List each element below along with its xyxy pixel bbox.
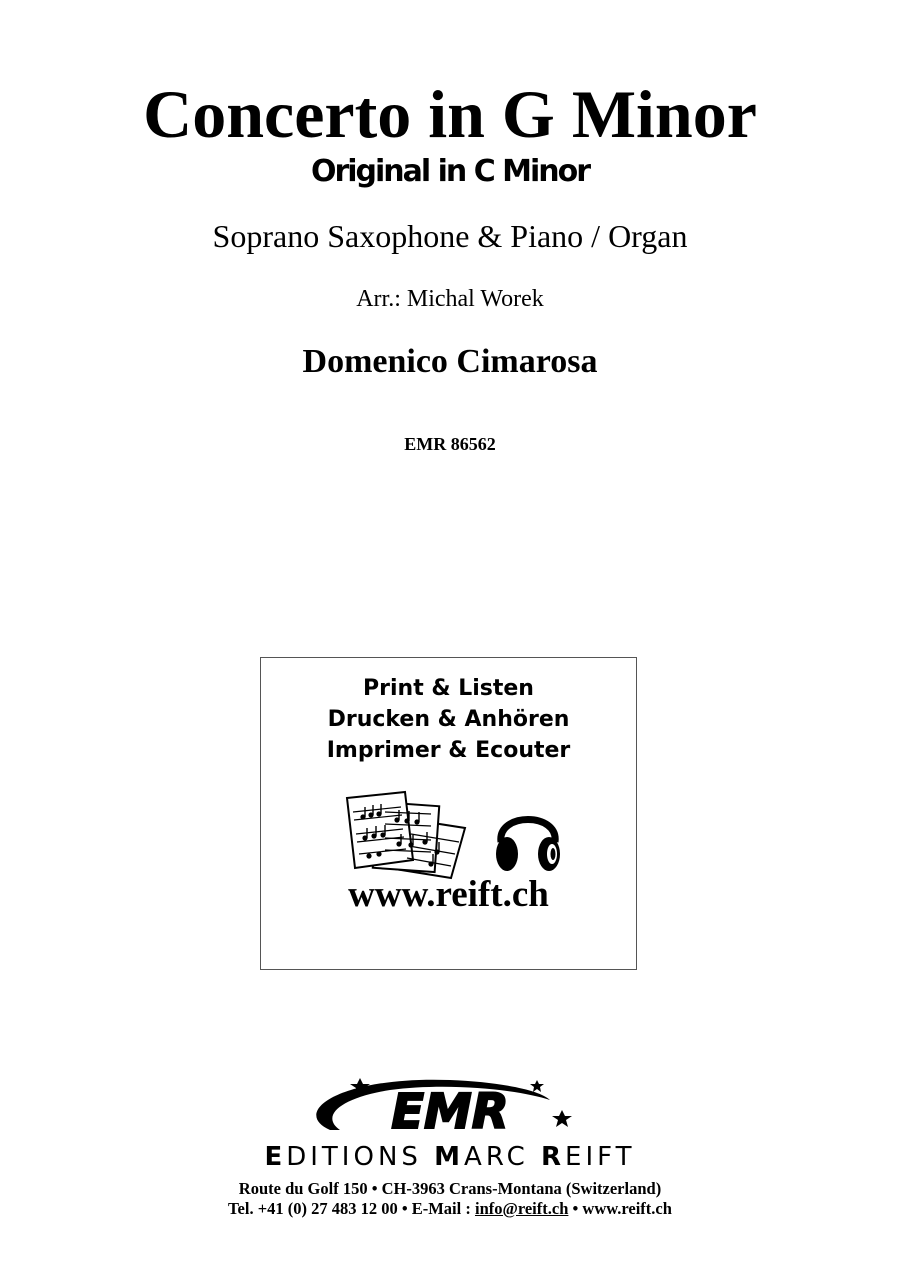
emr-logo-text: EMR — [391, 1084, 509, 1140]
headphones-icon — [493, 800, 563, 874]
emr-logo — [300, 1072, 600, 1144]
promo-line-en: Print & Listen — [363, 676, 534, 701]
composer: Domenico Cimarosa — [302, 343, 598, 380]
instrumentation: Soprano Saxophone & Piano / Organ — [212, 218, 688, 254]
promo-line-de: Drucken & Anhören — [327, 707, 570, 732]
print-listen-box — [260, 657, 637, 970]
catalog-number: EMR 86562 — [404, 434, 496, 454]
publisher-email-link[interactable]: info@reift.ch — [474, 1199, 569, 1218]
publisher-name-e: E — [264, 1142, 287, 1172]
publisher-name-m: M — [434, 1142, 465, 1172]
score-subtitle: Original in C Minor — [310, 154, 590, 189]
sheet-music-icon — [341, 790, 469, 882]
publisher-name-eift: EIFT — [565, 1142, 636, 1172]
arranger: Arr.: Michal Worek — [356, 286, 544, 312]
publisher-contact — [0, 1199, 900, 1219]
publisher-name-arc: ARC — [464, 1142, 542, 1172]
publisher-web: • www.reift.ch — [568, 1199, 672, 1218]
publisher-name-ditions: DITIONS — [286, 1142, 435, 1172]
score-title: Concerto in G Minor — [143, 76, 757, 152]
promo-url: www.reift.ch — [348, 874, 549, 915]
promo-line-fr: Imprimer & Ecouter — [326, 738, 571, 763]
publisher-name-r: R — [541, 1142, 566, 1172]
publisher-tel: Tel. +41 (0) 27 483 12 00 • E-Mail : — [228, 1199, 475, 1218]
publisher-address: Route du Golf 150 • CH-3963 Crans-Montana (Switzerland) — [238, 1179, 662, 1198]
publisher-name — [0, 1142, 900, 1172]
